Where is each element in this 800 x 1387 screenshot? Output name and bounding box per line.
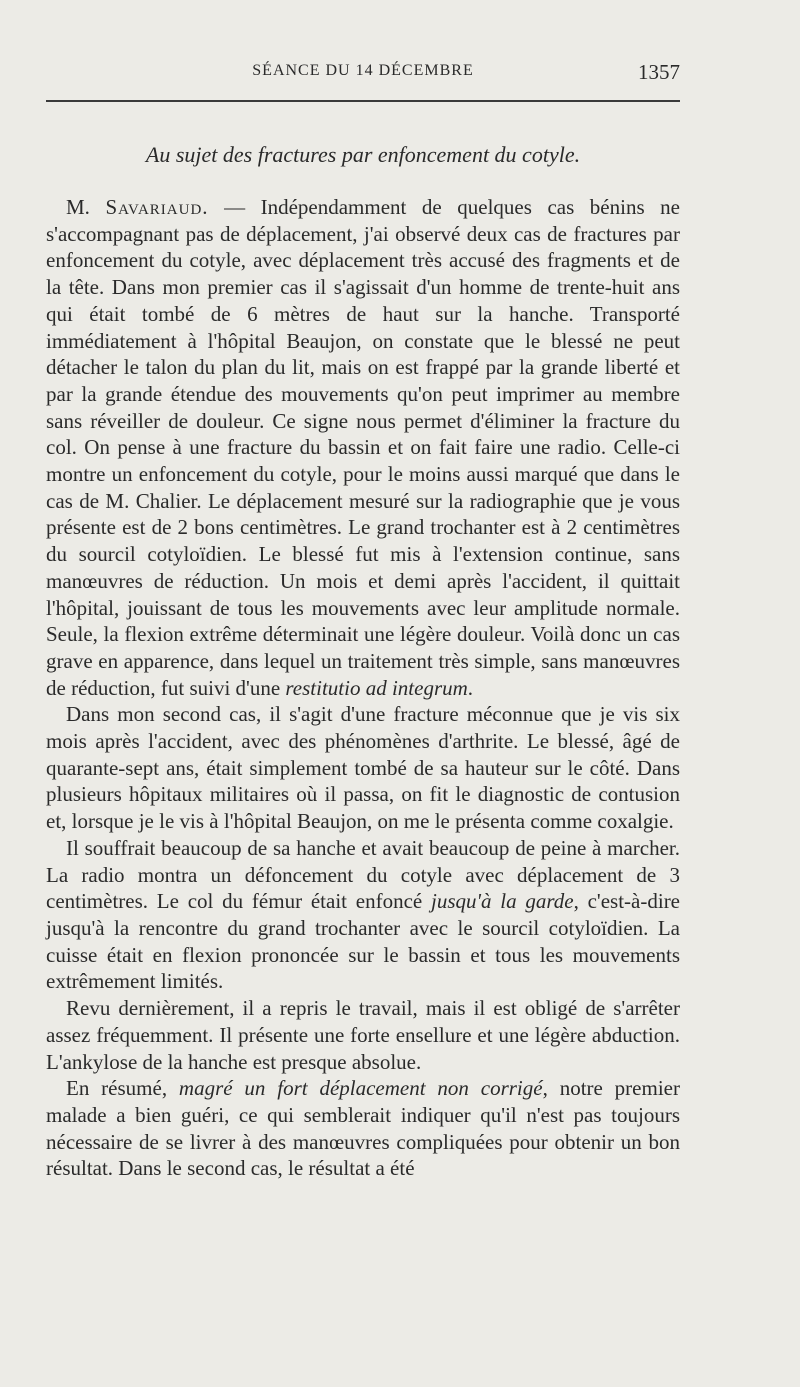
- paragraph-1-italic: restitutio ad integrum: [285, 675, 468, 700]
- running-title: SÉANCE DU 14 DÉCEMBRE: [252, 62, 474, 79]
- speaker-name: Savariaud.: [105, 195, 209, 219]
- paragraph-2: Dans mon second cas, il s'agit d'une fracture méconnue que je vis six mois après l'accident, avec des phénomènes d'arthrite. Le blessé, âgé de quarante-sept ans, était simplement tombé de sa hauteur sur le côté. Dans plusieurs hôpitaux militaires où il passa, on fit le diagnostic de contusion et, lorsque je le vis à l'hôpital Beaujon, on me le présenta comme coxalgie.: [46, 702, 680, 834]
- paragraph-1: [46, 194, 680, 701]
- paragraph-3-text-a: Il souffrait beaucoup de sa hanche et avait beaucoup de peine à marcher. La radio montra un défoncement du cotyle avec déplacement de 3 centimètres. Le col du fémur était enfoncé: [46, 835, 680, 914]
- paragraph-5: [46, 1075, 680, 1182]
- page-number: 1357: [638, 60, 680, 84]
- body-text: [46, 194, 680, 1182]
- paragraph-3-text-b: , c'est-à-dire jusqu'à la rencontre du grand trochanter avec le sourcil cotyloïdien. La cuisse était en flexion prononcée sur le bassin et tous les mouvements extrêmement limités.: [46, 889, 681, 994]
- paragraph-1-text-b: .: [467, 675, 474, 700]
- paragraph-5-text-a: En résumé,: [66, 1076, 179, 1101]
- paragraph-5-italic: magré un fort déplacement non corrigé: [178, 1076, 543, 1101]
- section-title: Au sujet des fractures par enfoncement du cotyle.: [145, 142, 581, 167]
- paragraph-3-italic: jusqu'à la garde: [431, 889, 574, 914]
- paragraph-1-text-a: — Indépendamment de quelques cas bénins ne s'accompagnant pas de déplacement, j'ai observé deux cas de fractures par enfoncement du cotyle, avec déplacement très accusé des fragments et de la tête. Dans mon premier cas il s'agissait d'un homme de trente-huit ans qui était tombé de 6 mètres de haut sur la hanche. Transporté immédiatement à l'hôpital Beaujon, on constate que le blessé ne peut détacher le talon du plan du lit, mais on est frappé par la grande liberté et par la grande étendue des mouvements qu'on peut imprimer au membre sans réveiller de douleur. Ce signe nous permet d'éliminer la fracture du col. On pense à une fracture du bassin et on fait faire une radio. Celle-ci montre un enfoncement du cotyle, pour le moins aussi marqué que dans le cas de M. Chalier. Le déplacement mesuré sur la radiographie que je vous présente est de 2 bons centimètres. Le grand trochanter est à 2 centimètres du sourcil cotyloïdien. Le blessé fut mis à l'extension continue, sans manœuvres de réduction. Un mois et demi après l'accident, il quittait l'hôpital, jouissant de tous les mouvements avec leur amplitude normale. Seule, la flexion extrême déterminait une légère douleur. Voilà donc un cas grave en apparence, dans lequel un traitement très simple, sans manœuvres de réduction, fut suivi d'une: [46, 195, 680, 700]
- paragraph-3: [46, 835, 680, 995]
- header-rule: [46, 100, 680, 102]
- paragraph-5-text-b: , notre premier malade a bien guéri, ce qui semblerait indiquer qu'il n'est pas toujours nécessaire de se livrer à des manœuvres compliquées pour obtenir un bon résultat. Dans le second cas, le résultat a été: [46, 1076, 680, 1181]
- paragraph-4: Revu dernièrement, il a repris le travail, mais il est obligé de s'arrêter assez fréquemment. Il présente une forte ensellure et une légère abduction. L'ankylose de la hanche est presque absolue.: [46, 996, 680, 1074]
- speaker-prefix: M.: [66, 195, 106, 219]
- page-header: [46, 58, 680, 88]
